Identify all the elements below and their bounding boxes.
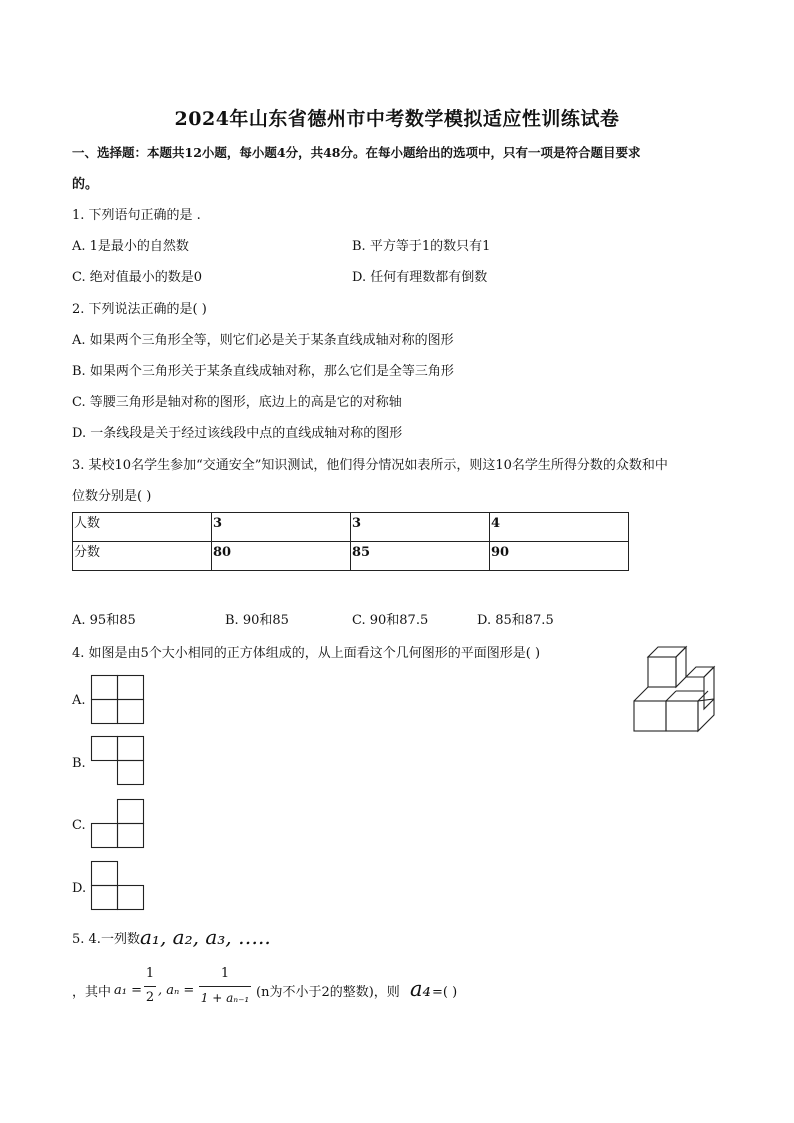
table-row xyxy=(73,542,629,571)
q3-option-d: D. 85和87.5 xyxy=(477,613,554,628)
fraction-bar xyxy=(199,986,251,987)
q2-option-d: D. 一条线段是关于经过该线段中点的直线成轴对称的图形 xyxy=(72,426,403,441)
q5-frac-numerator: 1 xyxy=(220,966,230,981)
q1-option-c: C. 绝对值最小的数是0 xyxy=(72,270,203,285)
q4-option-b-grid xyxy=(91,736,145,786)
table-cell: 人数 xyxy=(73,513,212,542)
q1-option-d: D. 任何有理数都有倒数 xyxy=(352,270,488,285)
q5-stem: 5. 4.一列数 xyxy=(72,932,140,947)
table-cell: 85 xyxy=(351,542,490,571)
q5-cond-end: =( ) xyxy=(432,985,458,1000)
q5-half-numerator: 1 xyxy=(145,966,155,981)
q3-option-b: B. 90和85 xyxy=(225,613,289,628)
q4-option-d-label: D. xyxy=(72,881,87,896)
q5-sequence: a₁, a₂, a₃, ….. xyxy=(140,925,271,949)
q2-stem: 2. 下列说法正确的是( ) xyxy=(72,302,207,317)
section-instructions-line1: 一、选择题：本题共12小题，每小题4分，共48分。在每小题给出的选项中，只有一项是符合题目要求 xyxy=(72,145,641,160)
table-cell: 3 xyxy=(351,513,490,542)
q4-option-b-label: B. xyxy=(72,756,86,771)
table-cell: 3 xyxy=(212,513,351,542)
fraction-bar xyxy=(144,986,156,987)
q2-option-a: A. 如果两个三角形全等，则它们必是关于某条直线成轴对称的图形 xyxy=(72,333,454,348)
q3-option-a: A. 95和85 xyxy=(72,613,136,628)
table-cell: 90 xyxy=(490,542,629,571)
q1-stem: 1. 下列语句正确的是 . xyxy=(72,208,201,223)
q4-option-a-grid xyxy=(91,675,145,725)
q1-option-a: A. 1是最小的自然数 xyxy=(72,239,189,254)
q4-stem: 4. 如图是由5个大小相同的正方体组成的，从上面看这个几何图形的平面图形是( ) xyxy=(72,646,541,661)
exam-title: 2024年山东省德州市中考数学模拟适应性训练试卷 xyxy=(174,108,620,130)
q5-cond-prefix: ，其中 xyxy=(72,985,112,1000)
q2-option-c: C. 等腰三角形是轴对称的图形，底边上的高是它的对称轴 xyxy=(72,395,402,410)
q3-option-c: C. 90和87.5 xyxy=(352,613,429,628)
table-cell: 分数 xyxy=(73,542,212,571)
cube-figure xyxy=(630,643,725,735)
q2-option-b: B. 如果两个三角形关于某条直线成轴对称，那么它们是全等三角形 xyxy=(72,364,454,379)
q4-option-c-label: C. xyxy=(72,818,86,833)
q5-cond-mid: (n为不小于2的整数)，则 xyxy=(256,985,400,1000)
section-instructions-line2: 的。 xyxy=(72,177,99,192)
q5-a4: a₄ xyxy=(410,977,431,1001)
q1-option-b: B. 平方等于1的数只有1 xyxy=(352,239,491,254)
q3-stem-line2: 位数分别是( ) xyxy=(72,489,152,504)
table-row xyxy=(73,513,629,542)
q5-an: , aₙ = xyxy=(158,983,195,998)
q5-a1: a₁ = xyxy=(114,983,142,998)
q5-half-denominator: 2 xyxy=(145,990,155,1005)
q3-stem-line1: 3. 某校10名学生参加“交通安全”知识测试，他们得分情况如表所示，则这10名学生所得分数的众数和中 xyxy=(72,458,668,473)
q4-option-c-grid xyxy=(91,799,145,849)
q4-option-d-grid xyxy=(91,861,145,911)
table-cell: 80 xyxy=(212,542,351,571)
q5-frac-denominator: 1 + aₙ₋₁ xyxy=(200,991,250,1005)
q4-option-a-label: A. xyxy=(72,693,86,708)
score-table xyxy=(72,512,629,571)
table-cell: 4 xyxy=(490,513,629,542)
